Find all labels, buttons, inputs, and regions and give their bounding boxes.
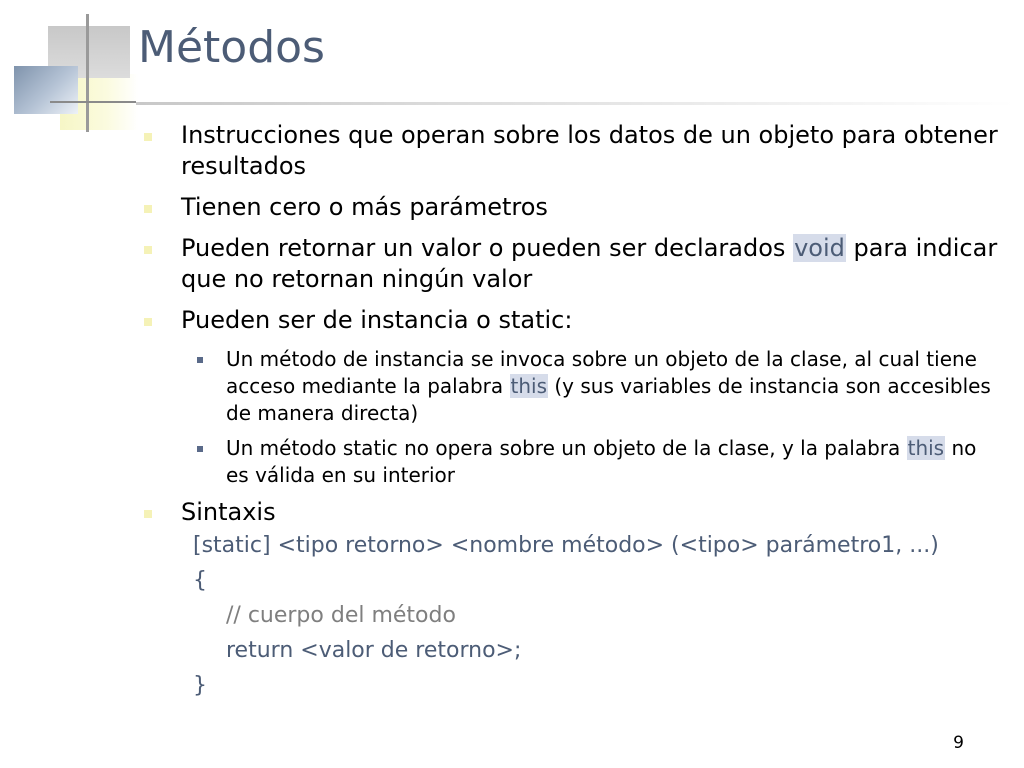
bullet-text: Pueden ser de instancia o static: (181, 306, 573, 334)
syntax-signature: [static] <tipo retorno> <nombre método> (<tipo> parámetro1, ...) (193, 533, 939, 558)
decor-horizontal-line (50, 101, 136, 103)
syntax-return: return <valor de retorno>; (226, 638, 522, 663)
bullet-text: Instrucciones que operan sobre los datos de un objeto para obtener resultados (181, 121, 998, 180)
keyword-void: void (794, 234, 845, 262)
sub-bullet-item (140, 346, 1000, 427)
bullet-text: Tienen cero o más parámetros (181, 193, 548, 221)
bullet-item (140, 305, 1000, 336)
bullet-item (140, 120, 1000, 182)
keyword-this: this (907, 436, 945, 460)
bullet-item (140, 192, 1000, 223)
sub-bullet-text: no es válida en su interior (226, 436, 977, 487)
sub-bullet-text: Un método de instancia se invoca sobre un objeto de la clase, al cual tiene acceso mediante la palabra (226, 347, 977, 398)
slide-content (140, 120, 1000, 703)
bullet-text: Sintaxis (181, 498, 276, 526)
slide-title: Métodos (138, 22, 325, 73)
keyword-this: this (510, 374, 548, 398)
bullet-text: para indicar que no retornan ningún valor (181, 234, 998, 293)
title-underline (136, 102, 1016, 105)
bullet-text: Pueden retornar un valor o pueden ser declarados (181, 234, 794, 262)
decor-vertical-line (86, 14, 89, 132)
sub-bullet-text: Un método static no opera sobre un objeto de la clase, y la palabra (226, 436, 907, 460)
sub-bullet-item (140, 435, 1000, 489)
bullet-item (140, 233, 1000, 295)
syntax-block (140, 528, 1000, 703)
syntax-close-brace: } (193, 673, 207, 698)
syntax-open-brace: { (193, 568, 207, 593)
page-number: 9 (953, 733, 964, 753)
bullet-item (140, 497, 1000, 528)
sub-bullet-text: (y sus variables de instancia son accesibles de manera directa) (226, 374, 991, 425)
syntax-comment: // cuerpo del método (226, 603, 456, 628)
decor-blue-square (14, 66, 78, 114)
